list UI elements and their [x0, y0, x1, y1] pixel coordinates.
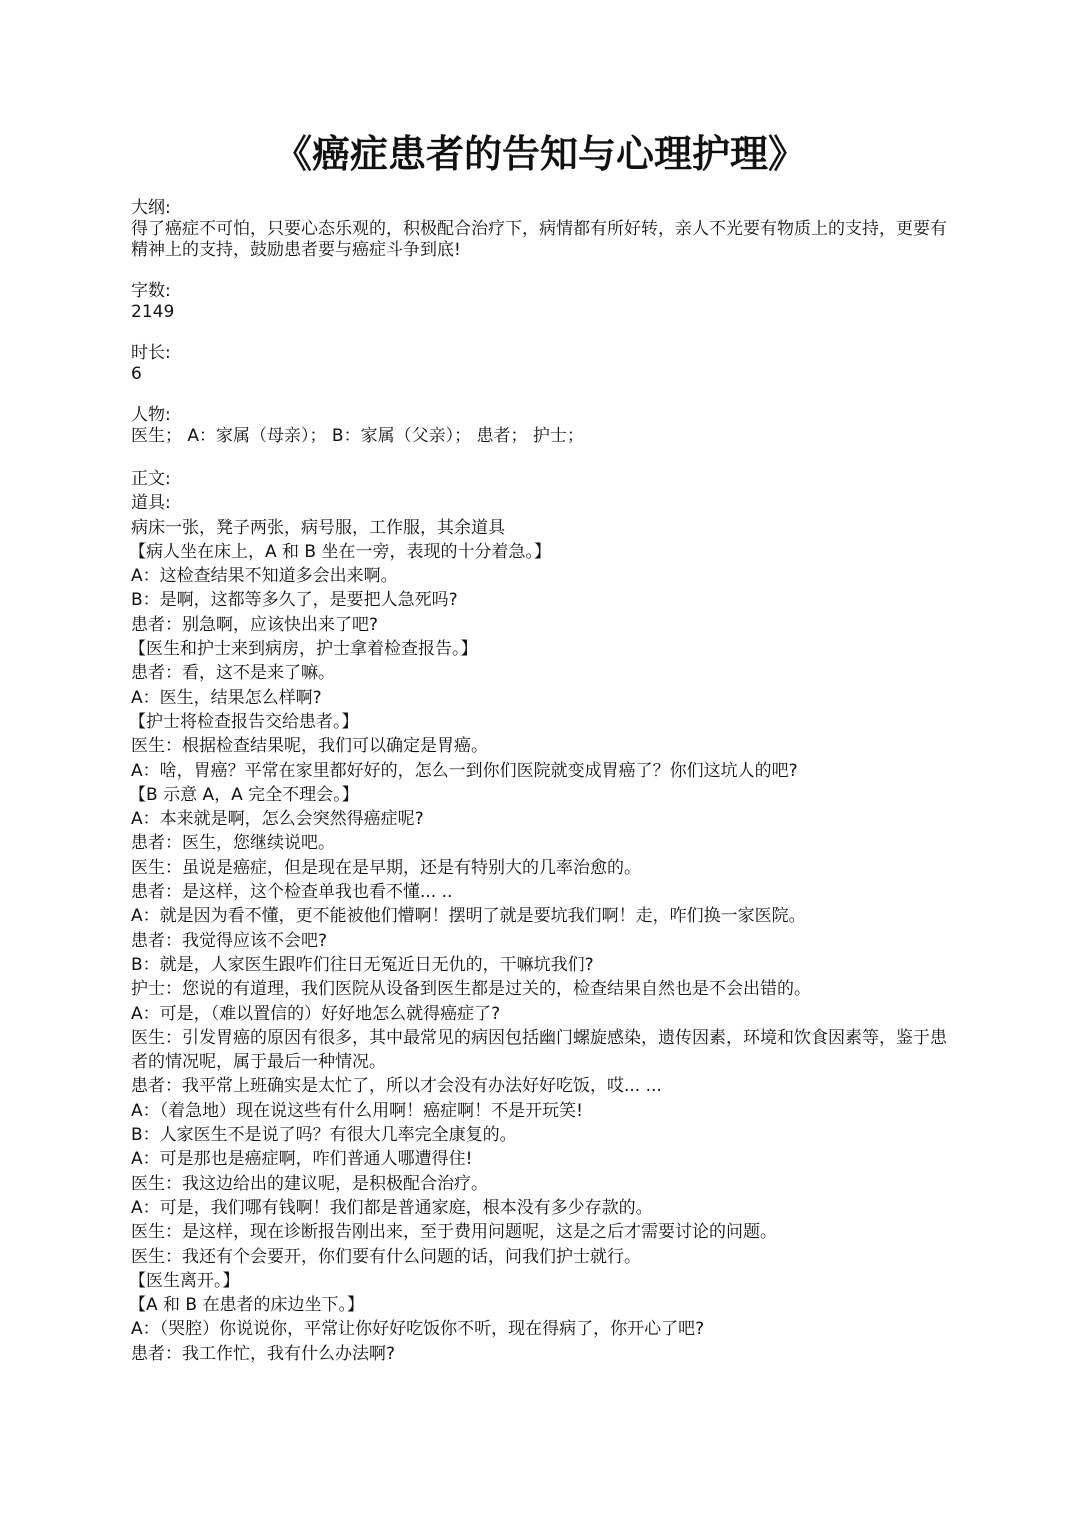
dialogue-line: 医生：我还有个会要开，你们要有什么问题的话，问我们护士就行。 [131, 1246, 641, 1267]
props-label: 道具: [131, 493, 171, 514]
dialogue-line: 患者：我工作忙，我有什么办法啊? [131, 1343, 396, 1364]
dialogue-line: A：（着急地）现在说这些有什么用啊！癌症啊！不是开玩笑! [131, 1100, 583, 1121]
outline-section [131, 198, 961, 261]
word-count-section [131, 281, 961, 323]
dialogue-line: A：可是那也是癌症啊，咋们普通人哪遭得住! [131, 1149, 473, 1170]
stage-direction: 【病人坐在床上，A 和 B 坐在一旁，表现的十分着急。】 [129, 541, 552, 562]
dialogue-line: A：医生，结果怎么样啊? [131, 687, 322, 708]
outline-label: 大纲: [131, 198, 171, 218]
stage-direction: 【B 示意 A，A 完全不理会。】 [129, 784, 359, 805]
dialogue-line: A：啥，胃癌？平常在家里都好好的，怎么一到你们医院就变成胃癌了？你们这坑人的吧? [131, 760, 798, 781]
dialogue-line: 患者：别急啊，应该快出来了吧? [131, 614, 379, 635]
script-content [131, 467, 961, 1366]
dialogue-line: 病床一张，凳子两张，病号服，工作服，其余道具 [131, 517, 505, 538]
dialogue-line: A：本来就是啊，怎么会突然得癌症呢? [131, 809, 424, 830]
body-label: 正文: [131, 469, 171, 489]
dialogue-line: 患者：是这样，这个检查单我也看不懂... .. [131, 882, 453, 903]
dialogue-line: A：这检查结果不知道多会出来啊。 [131, 566, 398, 587]
dialogue-line: B：人家医生不是说了吗？有很大几率完全康复的。 [131, 1125, 517, 1146]
dialogue-line: 患者：我平常上班确实是太忙了，所以才会没有办法好好吃饭，哎... ... [131, 1076, 662, 1097]
dialogue-line: 患者：我觉得应该不会吧? [131, 930, 328, 951]
duration-value: 6 [131, 364, 142, 384]
page-title: 《癌症患者的告知与心理护理》 [273, 132, 806, 176]
word-count-label: 字数: [131, 281, 171, 301]
outline-text: 得了癌症不可怕，只要心态乐观的，积极配合治疗下，病情都有所好转，亲人不光要有物质上的支持，更要有精神上的支持，鼓励患者要与癌症斗争到底! [131, 219, 947, 260]
dialogue-line: 医生：虽说是癌症，但是现在是早期，还是有特别大的几率治愈的。 [131, 857, 641, 878]
dialogue-line: A：可是，我们哪有钱啊！我们都是普通家庭，根本没有多少存款的。 [131, 1197, 653, 1218]
characters-section [131, 405, 961, 447]
stage-direction: 【护士将检查报告交给患者。】 [129, 711, 359, 732]
dialogue-line: B：就是，人家医生跟咋们往日无冤近日无仇的，干嘛坑我们? [131, 954, 594, 975]
stage-direction: 【医生离开。】 [129, 1270, 240, 1291]
dialogue-line: 医生：引发胃癌的原因有很多，其中最常见的病因包括幽门螺旋感染，遗传因素，环境和饮食因素等，鉴于患者的情况呢，属于最后一种情况。 [131, 1027, 947, 1073]
characters-label: 人物: [131, 405, 171, 425]
dialogue-line: B：是啊，这都等多久了，是要把人急死吗? [131, 590, 458, 611]
dialogue-line: A：可是，（难以置信的）好好地怎么就得癌症了? [131, 1003, 501, 1024]
duration-section [131, 343, 961, 385]
dialogue-line: A：就是因为看不懂，更不能被他们懵啊！摆明了就是要坑我们啊！走，咋们换一家医院。 [131, 906, 806, 927]
dialogue-line: 医生：我这边给出的建议呢，是积极配合治疗。 [131, 1173, 488, 1194]
word-count-value: 2149 [131, 302, 175, 322]
dialogue-line: 护士：您说的有道理，我们医院从设备到医生都是过关的，检查结果自然也是不会出错的。 [131, 979, 811, 1000]
dialogue-line: 医生：根据检查结果呢，我们可以确定是胃癌。 [131, 736, 488, 757]
characters-value: 医生； A：家属（母亲）； B：家属（父亲）； 患者； 护士； [131, 426, 584, 446]
dialogue-line: A：（哭腔）你说说你，平常让你好好吃饭你不听，现在得病了，你开心了吧? [131, 1319, 705, 1340]
dialogue-line: 患者：医生，您继续说吧。 [131, 833, 335, 854]
dialogue-line: 患者：看，这不是来了嘛。 [131, 663, 335, 684]
duration-label: 时长: [131, 343, 171, 363]
dialogue-line: 医生：是这样，现在诊断报告刚出来，至于费用问题呢，这是之后才需要讨论的问题。 [131, 1222, 777, 1243]
stage-direction: 【A 和 B 在患者的床边坐下。】 [129, 1295, 365, 1316]
stage-direction: 【医生和护士来到病房，护士拿着检查报告。】 [129, 639, 478, 660]
document-body [131, 198, 961, 1366]
script-lines [131, 516, 961, 1366]
